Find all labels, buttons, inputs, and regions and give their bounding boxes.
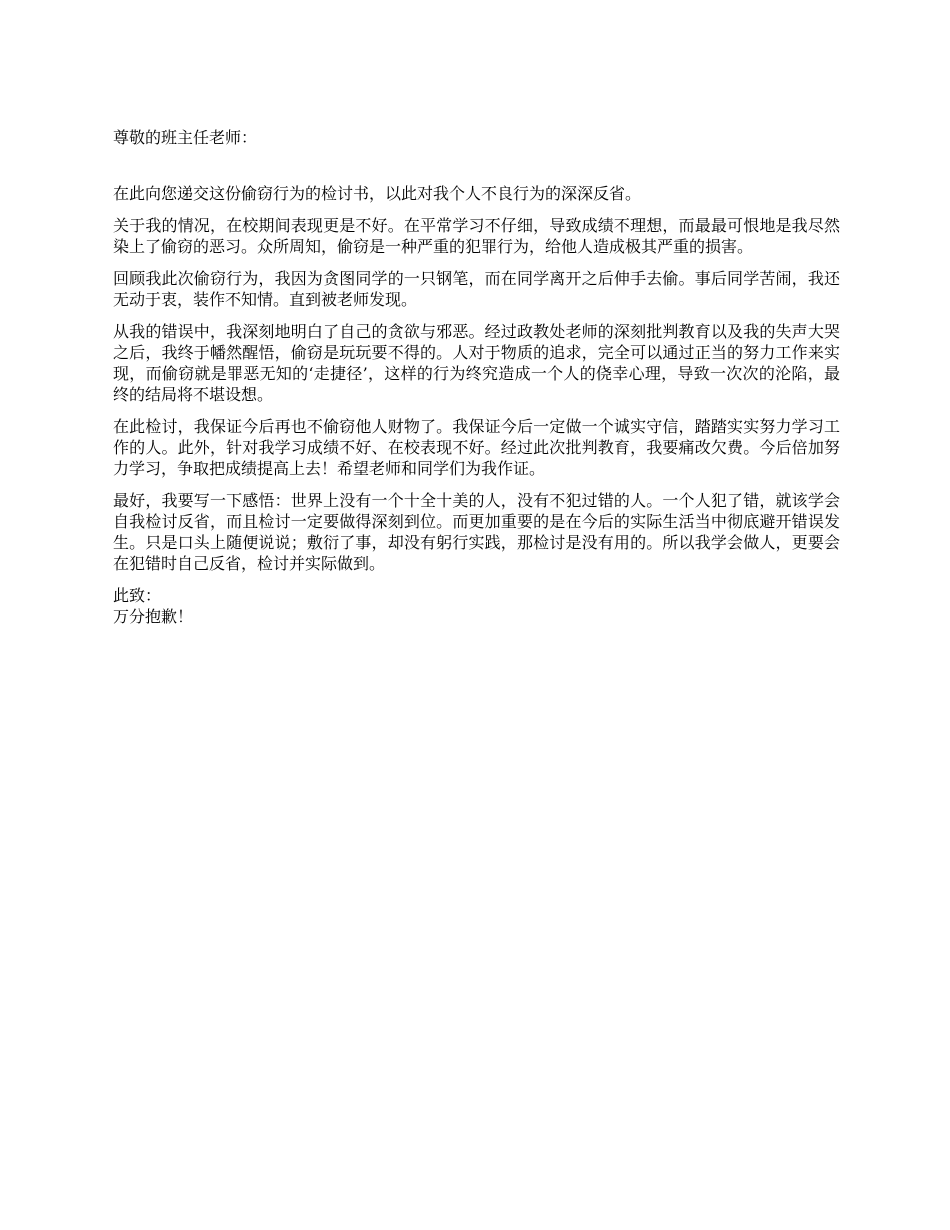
paragraph-4: 从我的错误中，我深刻地明白了自己的贪欲与邪恶。经过政教处老师的深刻批判教育以及我的失声大哭之后，我终于幡然醒悟，偷窃是玩玩要不得的。人对于物质的追求，完全可以通过正当的努力工作来实现，而偷窃就是罪恶无知的‘走捷径’，这样的行为终究造成一个人的侥幸心理，导致一次次的沦陷，最终的结局将不堪设想。: [113, 322, 840, 404]
paragraph-2: 关于我的情况，在校期间表现更是不好。在平常学习不仔细，导致成绩不理想，而最最可恨地是我尽然染上了偷窃的恶习。众所周知，偷窃是一种严重的犯罪行为，给他人造成极其严重的损害。: [113, 216, 840, 256]
letter-body: [113, 183, 840, 627]
closing-line-1: 此致：: [113, 586, 162, 605]
paragraph-1: 在此向您递交这份偷窃行为的检讨书，以此对我个人不良行为的深深反省。: [113, 184, 642, 203]
closing: [113, 585, 840, 627]
paragraph-6: 最好，我要写一下感悟：世界上没有一个十全十美的人，没有不犯过错的人。一个人犯了错，就该学会自我检讨反省，而且检讨一定要做得深刻到位。而更加重要的是在今后的实际生活当中彻底避开错误发生。只是口头上随便说说；敷衍了事，却没有躬行实践，那检讨是没有用的。所以我学会做人，更要会在犯错时自己反省，检讨并实际做到。: [113, 491, 840, 573]
paragraph-5: 在此检讨，我保证今后再也不偷窃他人财物了。我保证今后一定做一个诚实守信，踏踏实实努力学习工作的人。此外，针对我学习成绩不好、在校表现不好。经过此次批判教育，我要痛改欠费。今后倍加努力学习，争取把成绩提高上去！希望老师和同学们为我作证。: [113, 417, 840, 478]
paragraph-3: 回顾我此次偷窃行为，我因为贪图同学的一只钢笔，而在同学离开之后伸手去偷。事后同学苦闹，我还无动于衷，装作不知情。直到被老师发现。: [113, 269, 840, 309]
closing-line-2: 万分抱歉！: [113, 607, 194, 626]
salutation: 尊敬的班主任老师：: [113, 128, 258, 147]
